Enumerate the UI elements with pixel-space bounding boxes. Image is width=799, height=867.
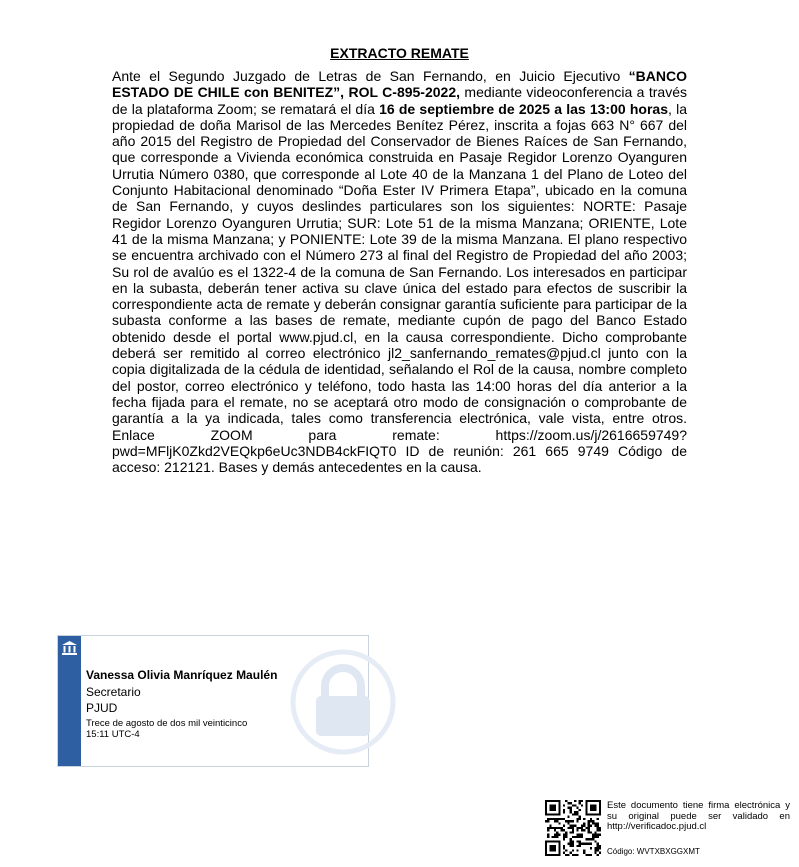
body-bold-run: “BANCO ESTADO DE CHILE con BENITEZ”, ROL C-895-2022, [112,68,687,101]
padlock-icon [288,646,398,758]
signature-strip [58,636,81,766]
verification-block [545,800,795,860]
signature-date-text: Trece de agosto de dos mil veinticinco [86,718,248,729]
body-text-run: mediante videoconferencia a través de la plataforma Zoom; se rematará el día [112,84,687,117]
signer-organization: PJUD [86,701,118,715]
document-body [112,68,687,475]
electronic-signature-box [57,635,369,767]
body-text-run: , la propiedad de doña Marisol de las Mercedes Benítez Pérez, inscrita a fojas 663 N° 667 del año 2015 del Registro de Propiedad del Conservador de Bienes Raíces de San Fernando, que corresponde a Vivienda económica construida en Pasaje Regidor Lorenzo Oyanguren Urrutia Número 0380, que corresponde al Lote 40 de la Manzana 1 del Plano de Loteo del Conjunto Habitacional denominado “Doña Ester IV Primera Etapa”, ubicado en la comuna de San Fernando, y cuyos deslindes particulares son los siguientes: NORTE: Pasaje Regidor Lorenzo Oyanguren Urrutia; SUR: Lote 51 de la misma Manzana; ORIENTE, Lote 41 de la misma Manzana; y PONIENTE: Lote 39 de la misma Manzana. El plano respectivo se encuentra archivado con el Número 273 al final del Registro de Propiedad del año 2003; Su rol de avalúo es el 1322-4 de la comuna de San Fernando. Los interesados en participar en la subasta, deberán tener activa su clave única del estado para efectos de suscribir la correspondiente acta de remate y deberán consignar garantía suficiente para participar de la subasta conforme a las bases de remate, mediante cupón de pago del Banco Estado obtenido desde el portal www.pjud.cl, en la causa correspondiente. Dicho comprobante deberá ser remitido al correo electrónico jl2_sanfernando_remates@pjud.cl junto con la copia digitalizada de la cédula de identidad, señalando el Rol de la causa, nombre completo del postor, correo electrónico y teléfono, todo hasta las 14:00 horas del día anterior a la fecha fijada para el remate, no se aceptará otro modo de consignación o comprobante de garantía a la ya indicada, tales como transferencia electrónica, vale vista, entre otros. Enlace ZOOM para remate: https://zoom.us/j/2616659749?pwd=MFljK0Zkd2VEQkp6eUc3NDB4ckFIQT0 ID de reunión: 261 665 9749 Código de acceso: 212121. Bases y demás antecedentes en la causa. [112,100,687,476]
qr-code-icon [545,800,601,856]
signature-date [86,718,306,740]
signature-time-text: 15:11 UTC-4 [86,729,140,740]
verification-text: Este documento tiene firma electrónica y su original puede ser validado en http://verificadoc.pjud.cl [607,800,790,832]
document-title: EXTRACTO REMATE [330,45,469,61]
body-text-run: Ante el Segundo Juzgado de Letras de San Fernando, en Juicio Ejecutivo [112,68,629,84]
signer-name: Vanessa Olivia Manríquez Maulén [86,668,278,682]
body-bold-run: 16 de septiembre de 2025 a las 13:00 horas [379,100,668,117]
verification-code: Código: WVTXBXGGXMT [607,847,700,856]
institution-icon [61,640,78,656]
signer-role: Secretario [86,685,141,699]
